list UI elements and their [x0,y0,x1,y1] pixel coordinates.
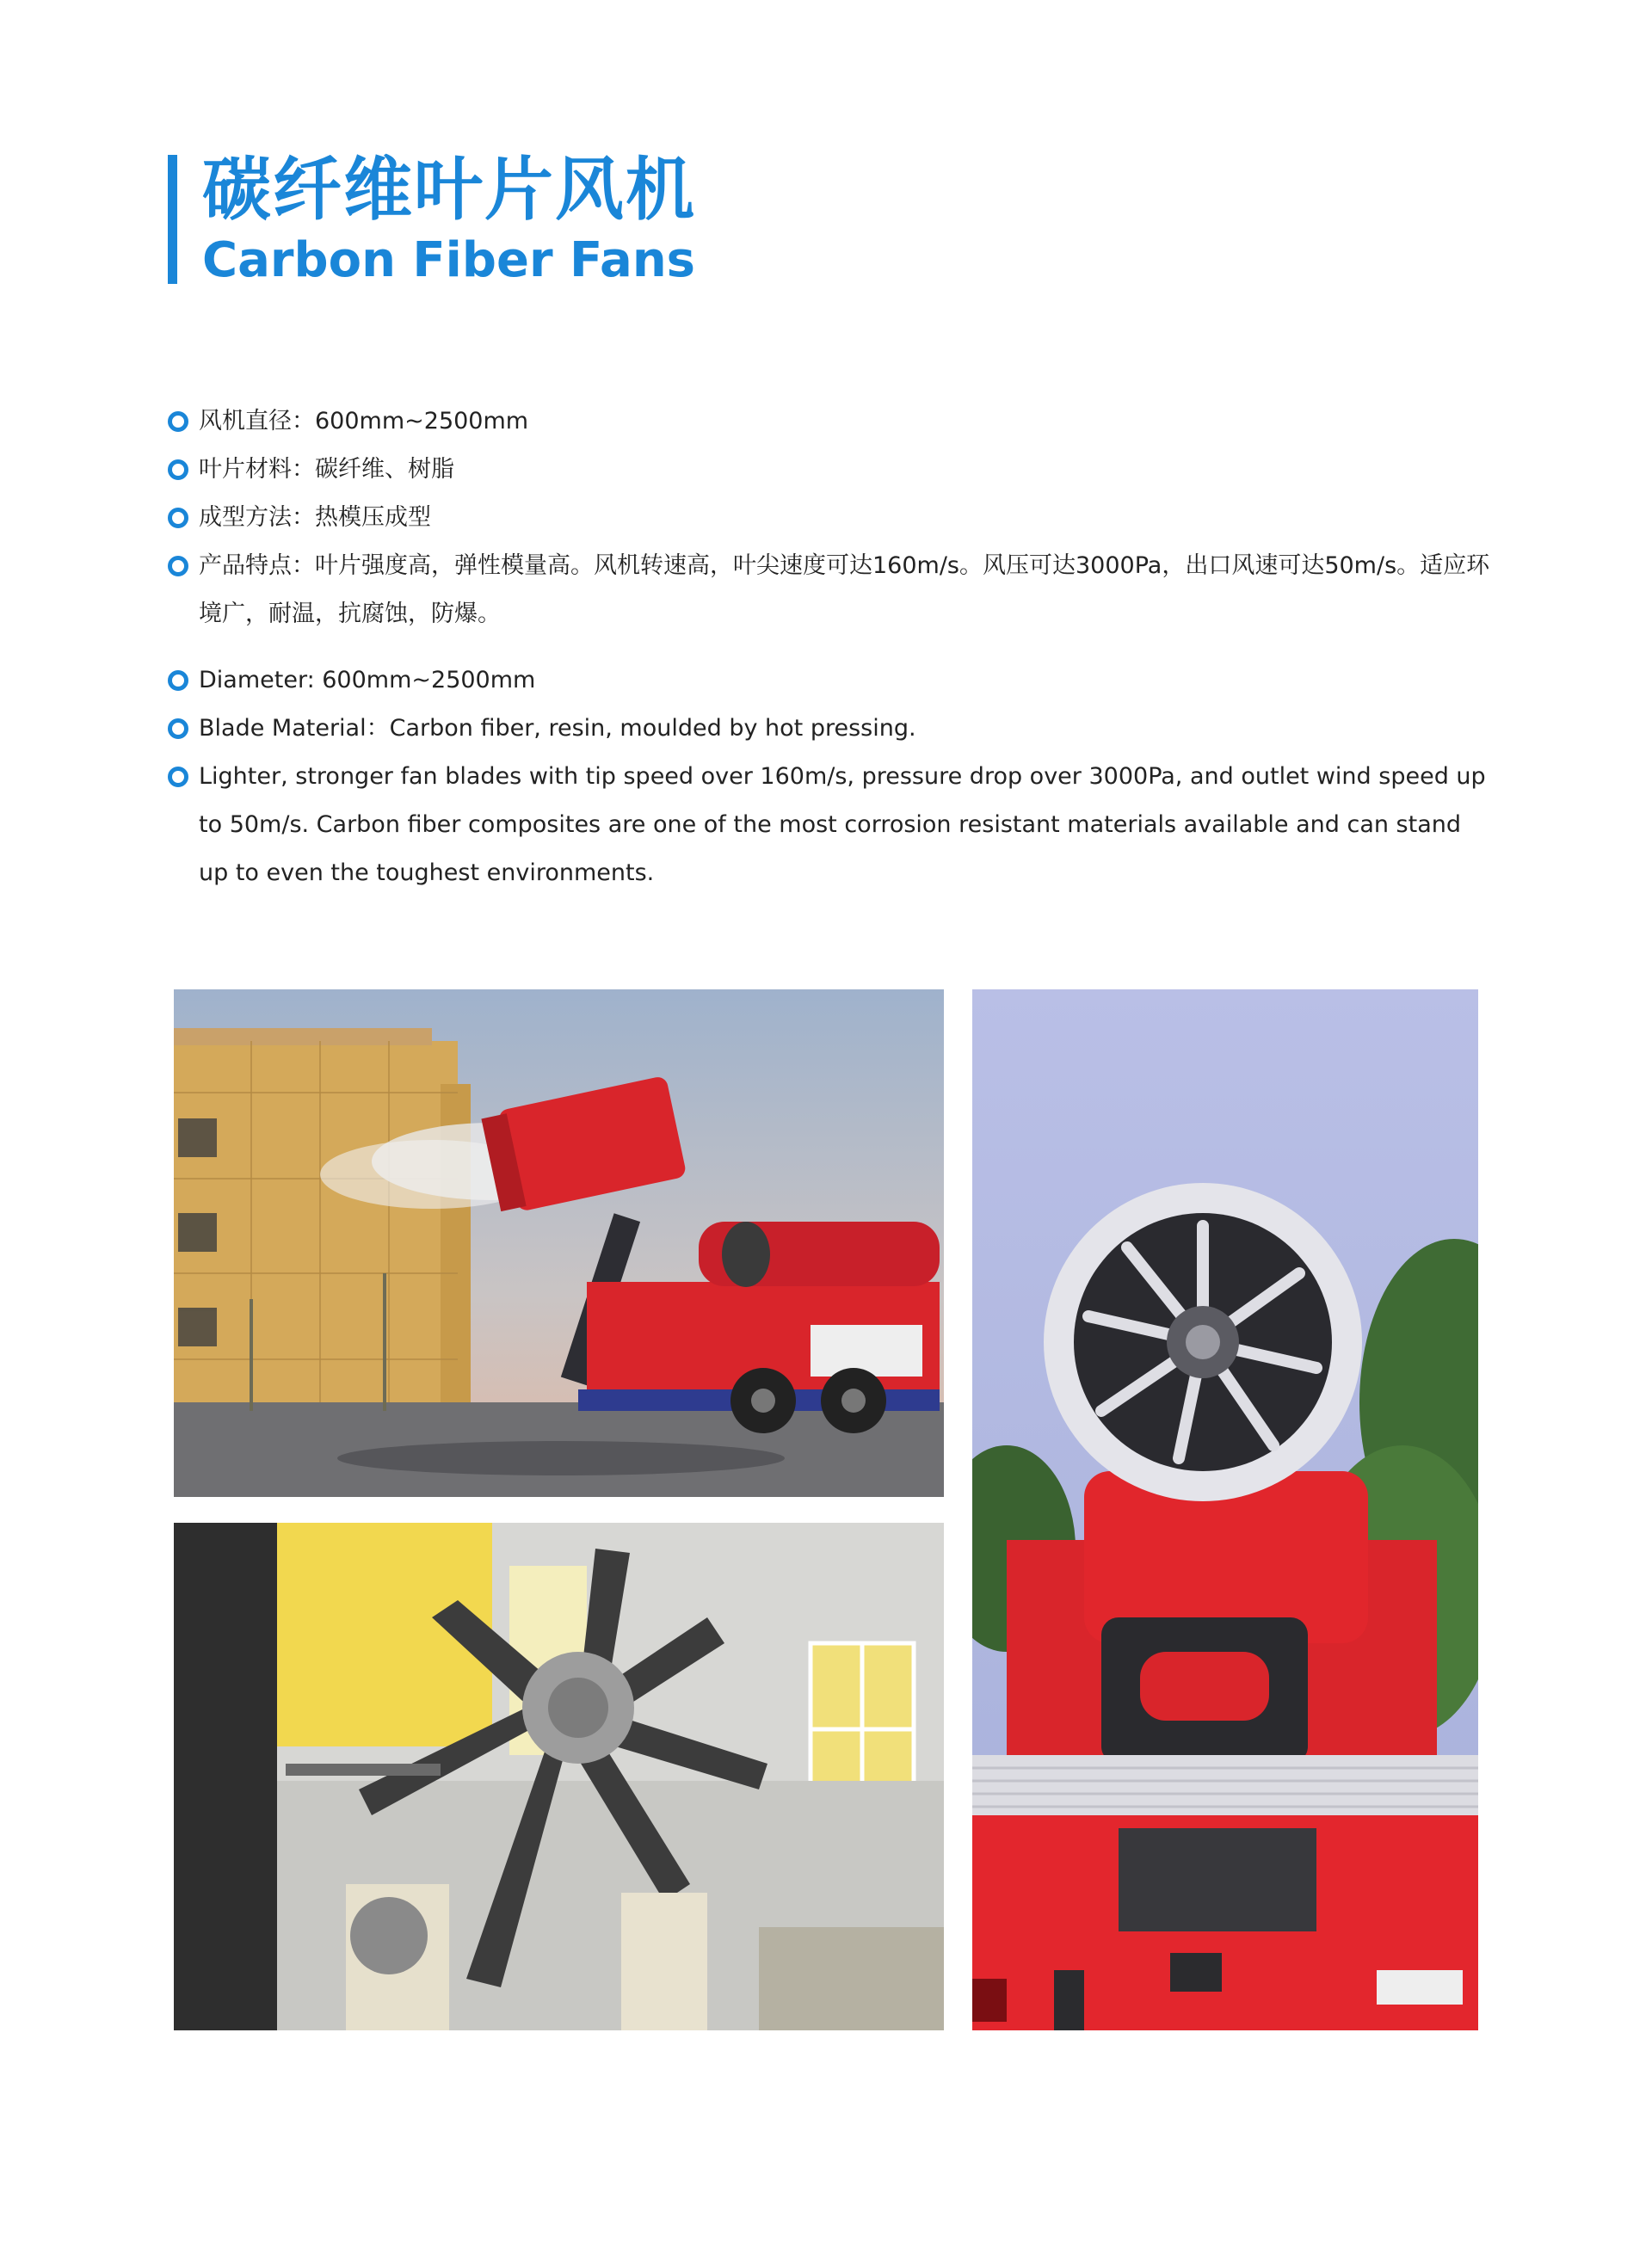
spec-text: 风机直径：600mm~2500mm [199,408,529,434]
bullet-ring-icon [168,508,188,528]
spec-list-cn [168,397,1493,638]
spec-text: Blade Material：Carbon fiber, resin, moulded by hot pressing. [199,715,916,742]
spec-text: 成型方法：热模压成型 [199,504,431,531]
spec-list-en [168,656,1493,897]
bullet-ring-icon [168,556,188,576]
photo-fan-closeup [972,989,1478,2030]
bullet-ring-icon [168,411,188,432]
spec-item [168,753,1493,897]
page-title-en: Carbon Fiber Fans [202,232,696,288]
title-accent-bar [168,155,177,284]
spec-item [168,446,1493,494]
bullet-ring-icon [168,767,188,787]
spec-item [168,705,1493,753]
spec-text: 叶片材料：碳纤维、树脂 [199,456,454,483]
page-title-cn: 碳纤维叶片风机 [202,150,696,230]
spec-item [168,656,1493,705]
bullet-ring-icon [168,718,188,739]
spec-text: Lighter, stronger fan blades with tip speed over 160m/s, pressure drop over 3000Pa, and outlet wind speed up to 50m/s. Carbon fiber composites are one of the most corrosion resistant materials available and can stand up to even the toughest environments. [199,763,1486,886]
spec-text: Diameter: 600mm~2500mm [199,667,536,693]
bullet-ring-icon [168,459,188,480]
spec-item [168,542,1493,638]
spec-text: 产品特点：叶片强度高，弹性模量高。风机转速高，叶尖速度可达160m/s。风压可达3000Pa，出口风速可达50m/s。适应环境广，耐温，抗腐蚀，防爆。 [199,552,1490,627]
photo-fan-blades-workshop [174,1523,944,2030]
spec-item [168,397,1493,446]
bullet-ring-icon [168,670,188,691]
spec-item [168,494,1493,542]
photo-fog-cannon-truck [174,989,944,1497]
